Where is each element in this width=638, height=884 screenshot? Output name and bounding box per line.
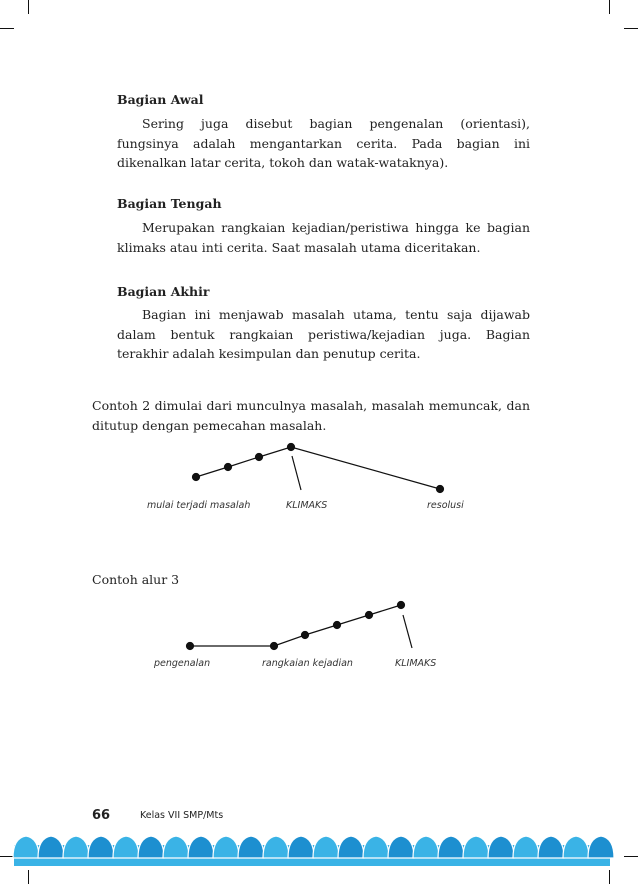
wave-scallop — [313, 836, 339, 858]
example2-label-start: mulai terjadi masalah — [147, 500, 251, 511]
section-heading-awal: Bagian Awal — [117, 92, 204, 107]
wave-scallop — [588, 836, 614, 858]
wave-scallop — [463, 836, 489, 858]
section-heading-tengah: Bagian Tengah — [117, 196, 222, 211]
example2-text: Contoh 2 dimulai dari munculnya masalah, masalah memuncak, dan ditutup dengan pemecahan masalah. — [92, 398, 530, 433]
wave-scallop — [63, 836, 89, 858]
example3-label-events: rangkaian kejadian — [262, 658, 353, 669]
example3-label-intro: pengenalan — [154, 658, 211, 669]
section-body-awal: Sering juga disebut bagian pengenalan (orientasi), fungsinya adalah mengantarkan cerita. Pada bagian ini dikenalkan latar cerita, tokoh dan watak-wataknya). — [117, 116, 530, 170]
wave-scallop — [563, 836, 589, 858]
section-body-akhir: Bagian ini menjawab masalah utama, tentu saja dijawab dalam bentuk rangkaian peristiwa/kejadian juga. Bagian terakhir adalah kesimpulan dan penutup cerita. — [117, 307, 530, 361]
wave-scallop — [113, 836, 139, 858]
wave-scallop — [213, 836, 239, 858]
book-title: Kelas VII SMP/Mts — [140, 810, 224, 821]
page-number: 66 — [92, 808, 111, 823]
section-body-tengah: Merupakan rangkaian kejadian/peristiwa hingga ke bagian klimaks atau inti cerita. Saat masalah utama diceritakan. — [117, 220, 530, 255]
wave-scallop — [38, 836, 64, 858]
wave-scallop — [13, 836, 39, 858]
wave-scallop — [513, 836, 539, 858]
wave-scallop — [413, 836, 439, 858]
wave-scallop — [438, 836, 464, 858]
wave-scallop — [238, 836, 264, 858]
example3-text: Contoh alur 3 — [92, 572, 180, 587]
wave-scallop — [388, 836, 414, 858]
wave-scallop — [263, 836, 289, 858]
wave-scallop — [138, 836, 164, 858]
example2-label-climax: KLIMAKS — [286, 500, 328, 511]
wave-scallop — [88, 836, 114, 858]
wave-scallop — [188, 836, 214, 858]
wave-scallop — [163, 836, 189, 858]
wave-scallop — [538, 836, 564, 858]
wave-scallop — [363, 836, 389, 858]
wave-scallop — [338, 836, 364, 858]
example3-label-climax: KLIMAKS — [395, 658, 437, 669]
wave-scallop — [488, 836, 514, 858]
example2-label-resolution: resolusi — [427, 500, 464, 511]
section-heading-akhir: Bagian Akhir — [117, 284, 210, 299]
wave-scallop — [288, 836, 314, 858]
